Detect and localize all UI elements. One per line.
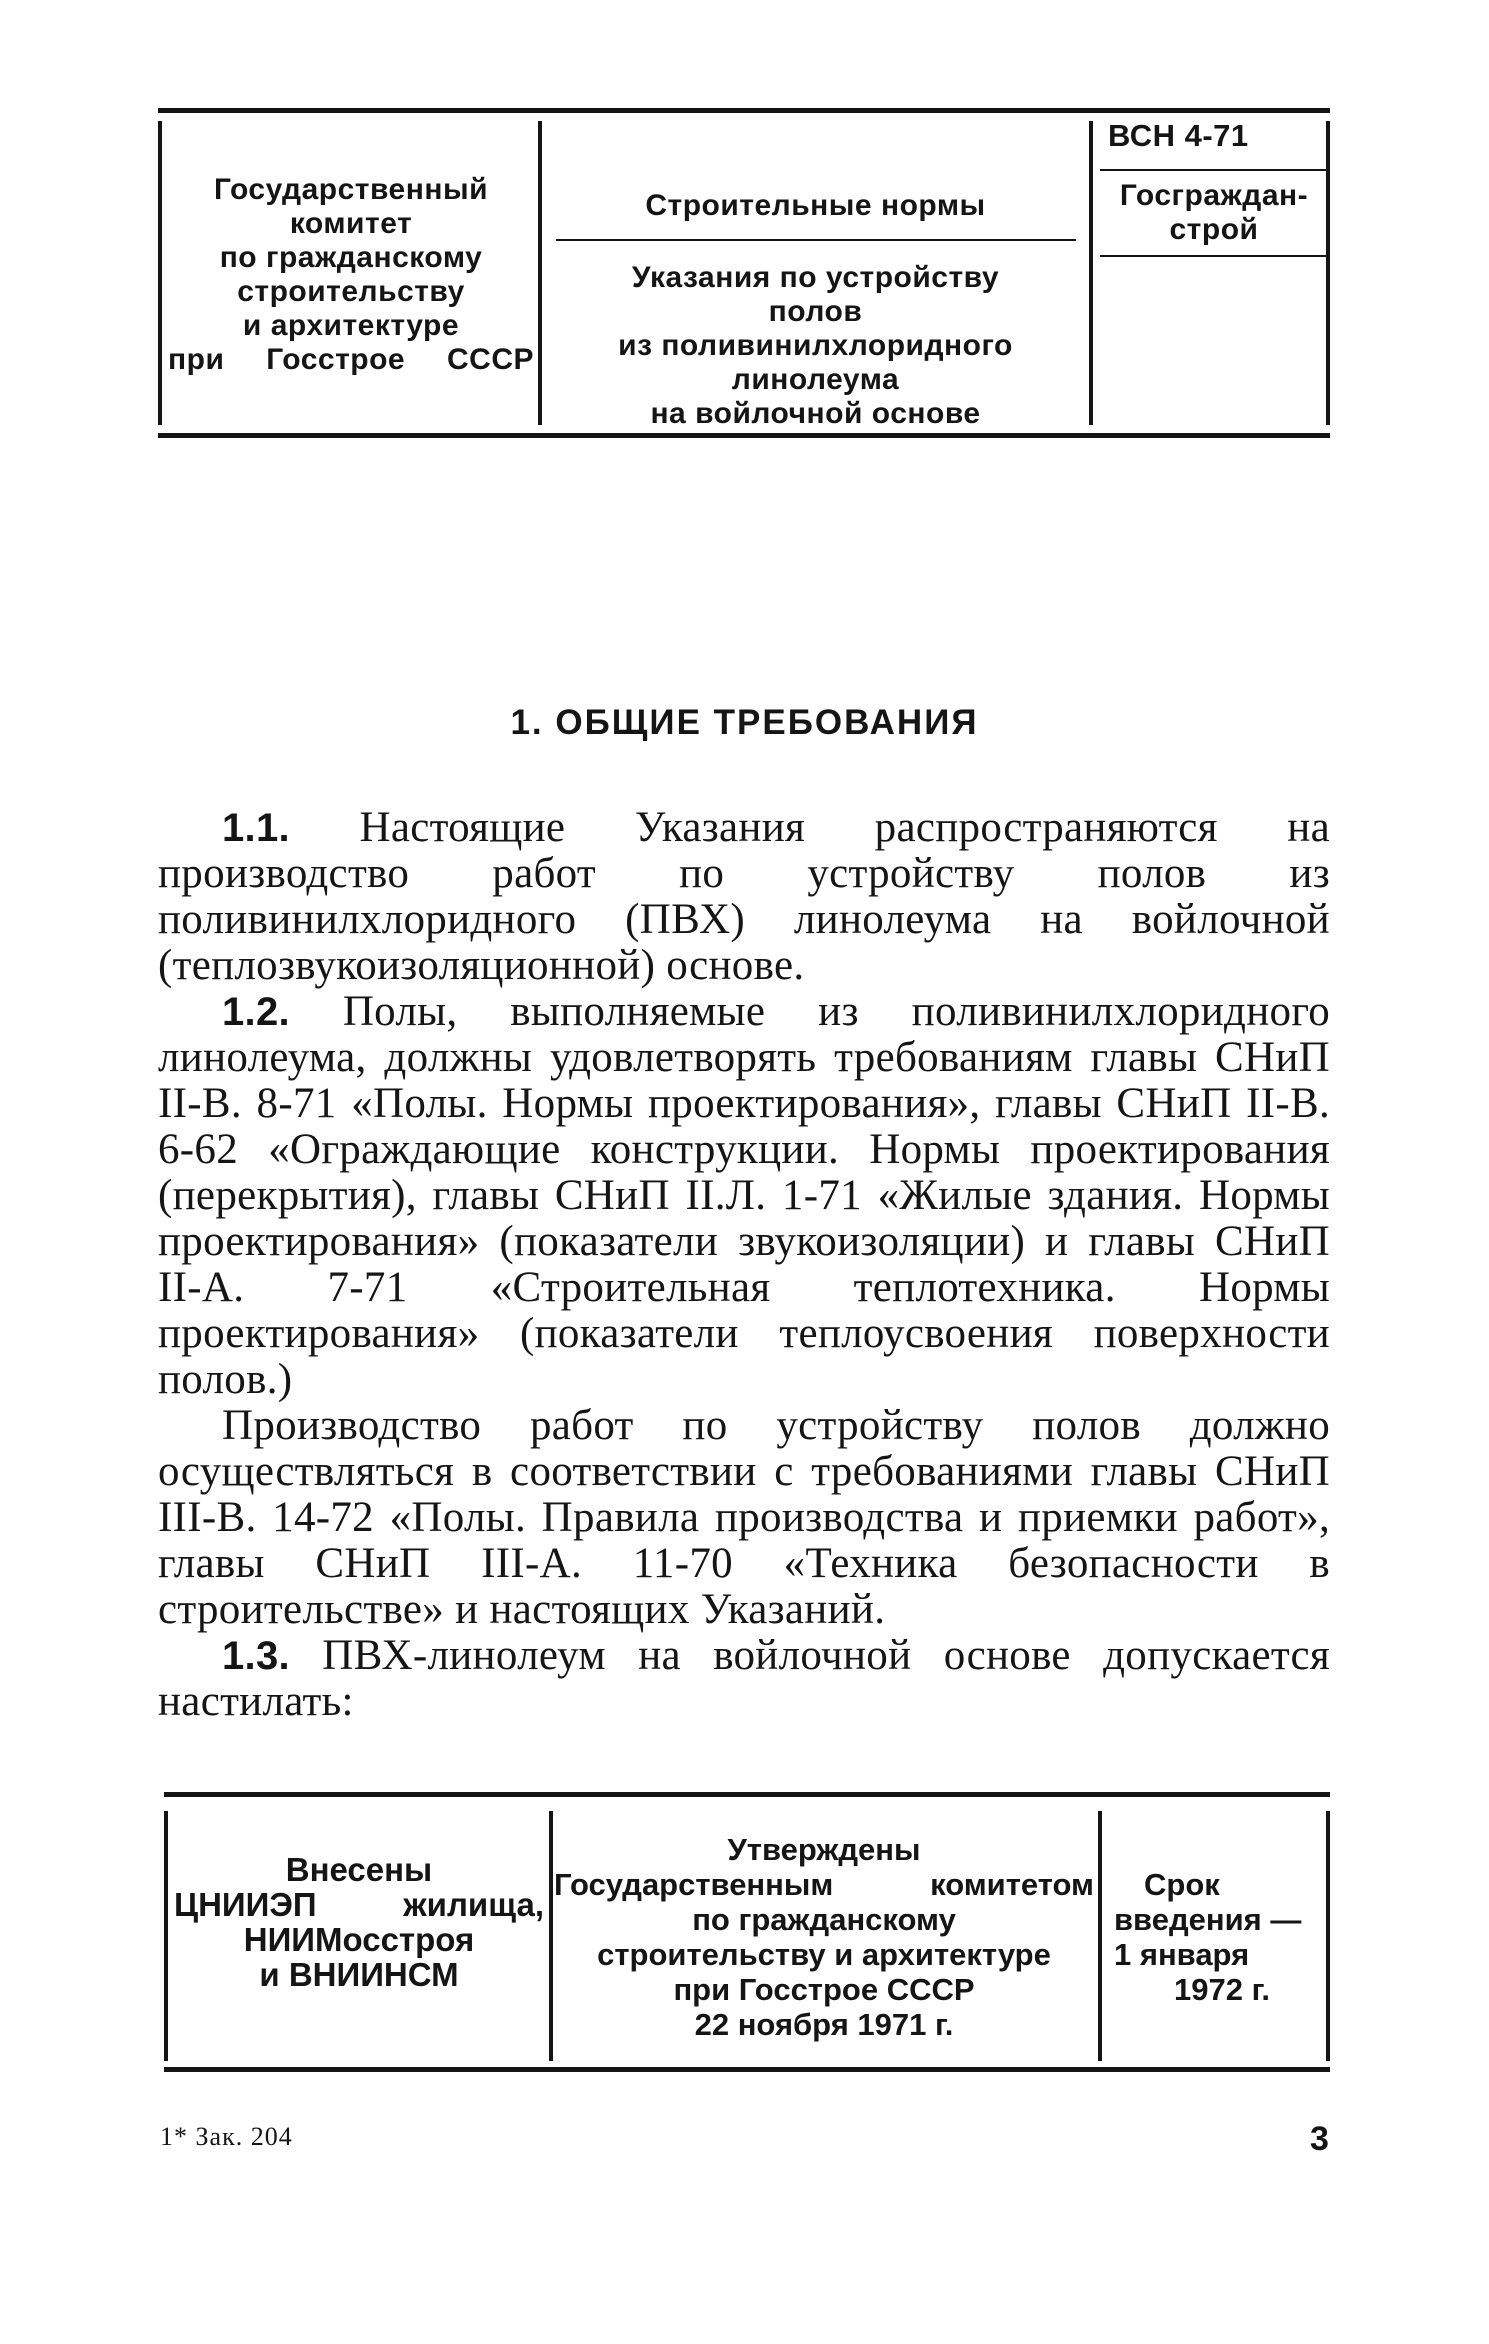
body-text: [158, 805, 1330, 1725]
approved-line: Утверждены: [727, 1832, 921, 1867]
committee-line: при Госстрое СССР: [168, 343, 534, 376]
clause-text: ПВХ-линолеум на войлочной основе допускается настилать:: [158, 1632, 1330, 1725]
clause-text: Полы, выполняемые из поливинилхлоридного линолеума, должны удовлетворять требованиям главы СНиП II-В. 8-71 «Полы. Нормы проектирования», главы СНиП II-В. 6-62 «Ограждающие конструкции. Нормы проектирования (перекрытия), главы СНиП II.Л. 1-71 «Жилые здания. Нормы проектирования» (показатели звукоизоляции) и главы СНиП II-А. 7-71 «Строительная теплотехника. Нормы проектирования» (показатели теплоусвоения поверхности полов.): [158, 988, 1330, 1403]
title-line: на войлочной основе: [650, 397, 981, 430]
header-code-separator: [1100, 169, 1326, 171]
effective-date: [1114, 1867, 1330, 2007]
submitted-line: ЦНИИЭП жилища,: [174, 1886, 544, 1923]
footer-left-border: [164, 1811, 168, 2061]
effective-line: введения —: [1114, 1902, 1302, 1937]
footer-divider-1: [549, 1811, 553, 2061]
approved-line: при Госстрое СССР: [673, 1972, 975, 2007]
clause-text: Настоящие Указания распространяются на производство работ по устройству полов из поливинилхлоридного (ПВХ) линолеума на войлочной (теплозвукоизоляционной) основе.: [158, 804, 1330, 989]
effective-line: Срок: [1144, 1867, 1220, 1902]
approved-line: Государственным комитетом: [554, 1867, 1094, 1902]
clause-number: 1.3.: [222, 1634, 290, 1678]
header-divider-2: [1089, 121, 1093, 425]
title-line: Указания по устройству: [631, 261, 1000, 294]
document-title: [548, 261, 1083, 431]
order-note: 1* Зак. 204: [160, 2122, 293, 2151]
approved-line: по гражданскому: [692, 1902, 956, 1937]
committee-line: по гражданскому: [219, 241, 483, 274]
title-line: из поливинилхлоридного: [618, 329, 1013, 362]
committee-line: строительству: [237, 275, 465, 308]
page-number: 3: [1310, 2120, 1329, 2158]
header-org-separator: [1100, 255, 1326, 257]
clause-number: 1.1.: [222, 806, 290, 850]
footer-divider-2: [1098, 1811, 1102, 2061]
section-title: 1. ОБЩИЕ ТРЕБОВАНИЯ: [510, 703, 979, 742]
submitted-by: [174, 1852, 544, 1992]
document-type: Строительные нормы: [645, 189, 986, 222]
committee-line: комитет: [289, 207, 413, 240]
effective-line: 1 января: [1114, 1937, 1250, 1972]
header-left-border: [158, 121, 162, 425]
paragraph-1-3: [158, 1633, 1330, 1725]
paragraph-1-1: [158, 805, 1330, 989]
title-line: полов: [768, 295, 863, 328]
header-middle-separator: [556, 239, 1076, 241]
submitted-line: и ВНИИНСМ: [259, 1956, 459, 1993]
issuing-committee: [166, 173, 536, 377]
org-line: строй: [1169, 213, 1259, 246]
paragraph-1-2-continued: Производство работ по устройству полов должно осуществляться в соответствии с требованиями главы СНиП III-В. 14-72 «Полы. Правила производства и приемки работ», главы СНиП III-А. 11-70 «Техника безопасности в строительстве» и настоящих Указаний.: [158, 1402, 1330, 1633]
clause-number: 1.2.: [222, 990, 290, 1034]
committee-line: Государственный: [213, 173, 489, 206]
header-right-border: [1326, 121, 1330, 425]
committee-line: и архитектуре: [242, 309, 460, 342]
approved-line: строительству и архитектуре: [597, 1937, 1051, 1972]
header-divider-1: [538, 121, 542, 425]
approved-by: [554, 1832, 1094, 2042]
document-code: ВСН 4-71: [1108, 118, 1249, 153]
document-header-table: [158, 108, 1330, 438]
approved-line: 22 ноября 1971 г.: [694, 2007, 954, 2042]
submitted-line: Внесены: [285, 1851, 433, 1888]
org-line: Госграждан-: [1119, 179, 1309, 212]
submitted-line: НИИМосстроя: [243, 1921, 475, 1958]
paragraph-1-2: [158, 989, 1330, 1403]
approval-table: [164, 1792, 1330, 2072]
title-line: линолеума: [731, 363, 900, 396]
effective-line: 1972 г.: [1174, 1972, 1270, 2007]
issuing-organization: [1098, 179, 1330, 247]
